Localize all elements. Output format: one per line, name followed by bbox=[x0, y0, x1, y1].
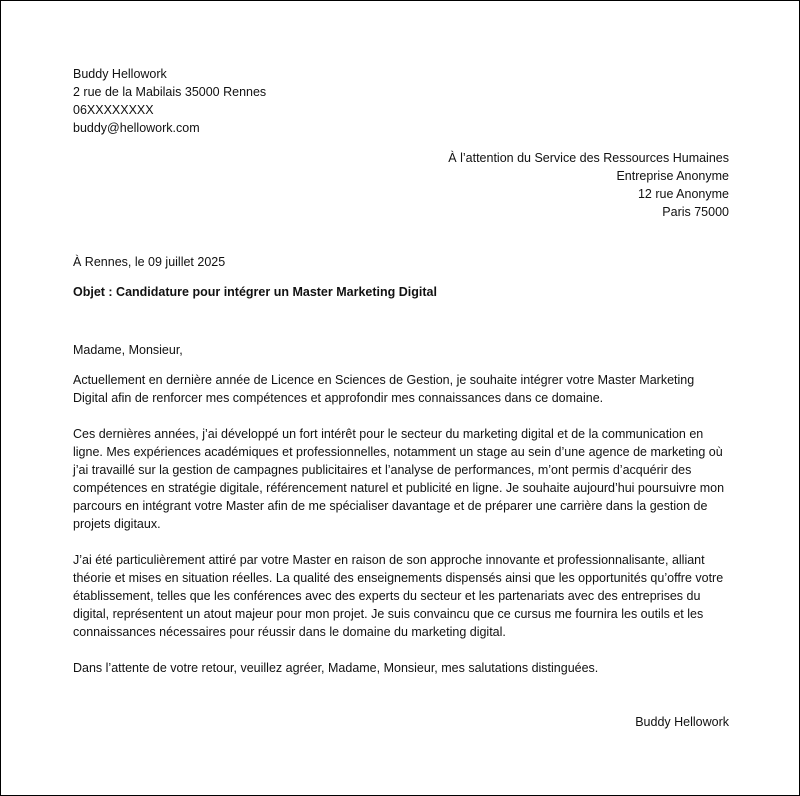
paragraph-2-text: Ces dernières années, j’ai développé un fort intérêt pour le secteur du marketing digital et de la communication en ligne. Mes expériences académiques et professionnelles, notamment un stage au sein d’une agence de marketing où j’ai travaillé sur la gestion de campagnes publicitaires et l’analyse de performances, m’ont permis d’acquérir des compétences en stratégie digitale, référencement naturel et publicité en ligne. Je souhaite aujourd’hui poursuivre mon parcours en intégrant votre Master afin de me spécialiser davantage et de préparer une carrière dans la gestion de projets digitaux. bbox=[73, 427, 725, 531]
recipient-city: Paris 75000 bbox=[662, 205, 729, 219]
paragraph-3-text: J’ai été particulièrement attiré par votre Master en raison de son approche innovante et professionnalisante, alliant théorie et mises en situation réelles. La qualité des enseignements dispensés ainsi que les opportunités qu’offre votre établissement, telles que les conférences avec des experts du secteur et les partenariats avec des entreprises du digital, représentent un atout majeur pour mon projet. Je suis convaincu que ce cursus me fournira les outils et les connaissances nécessaires pour réussir dans le domaine du marketing digital. bbox=[73, 553, 724, 639]
salutation-text: Madame, Monsieur, bbox=[73, 343, 183, 357]
recipient-block bbox=[73, 149, 729, 221]
paragraph-2 bbox=[73, 425, 729, 533]
sender-address: 2 rue de la Mabilais 35000 Rennes bbox=[73, 85, 267, 99]
subject-line bbox=[73, 283, 729, 301]
paragraph-4 bbox=[73, 659, 729, 677]
sender-name: Buddy Hellowork bbox=[73, 67, 167, 81]
paragraph-3 bbox=[73, 551, 729, 641]
recipient-attention: À l’attention du Service des Ressources Humaines bbox=[448, 151, 729, 165]
recipient-street: 12 rue Anonyme bbox=[637, 187, 729, 201]
paragraph-1 bbox=[73, 371, 729, 407]
salutation bbox=[73, 341, 729, 359]
sender-block bbox=[73, 65, 729, 137]
sender-email: buddy@hellowork.com bbox=[73, 121, 200, 135]
paragraph-4-text: Dans l’attente de votre retour, veuillez agréer, Madame, Monsieur, mes salutations distinguées. bbox=[73, 661, 599, 675]
signature-block bbox=[73, 713, 729, 731]
place-date-text: À Rennes, le 09 juillet 2025 bbox=[73, 255, 226, 269]
sender-phone: 06XXXXXXXX bbox=[73, 103, 154, 117]
subject-text: Objet : Candidature pour intégrer un Master Marketing Digital bbox=[73, 285, 437, 299]
place-date bbox=[73, 253, 729, 271]
recipient-company: Entreprise Anonyme bbox=[616, 169, 729, 183]
signature-text: Buddy Hellowork bbox=[635, 715, 729, 729]
paragraph-1-text: Actuellement en dernière année de Licence en Sciences de Gestion, je souhaite intégrer votre Master Marketing Digital afin de renforcer mes compétences et approfondir mes connaissances dans ce domaine. bbox=[73, 373, 695, 405]
